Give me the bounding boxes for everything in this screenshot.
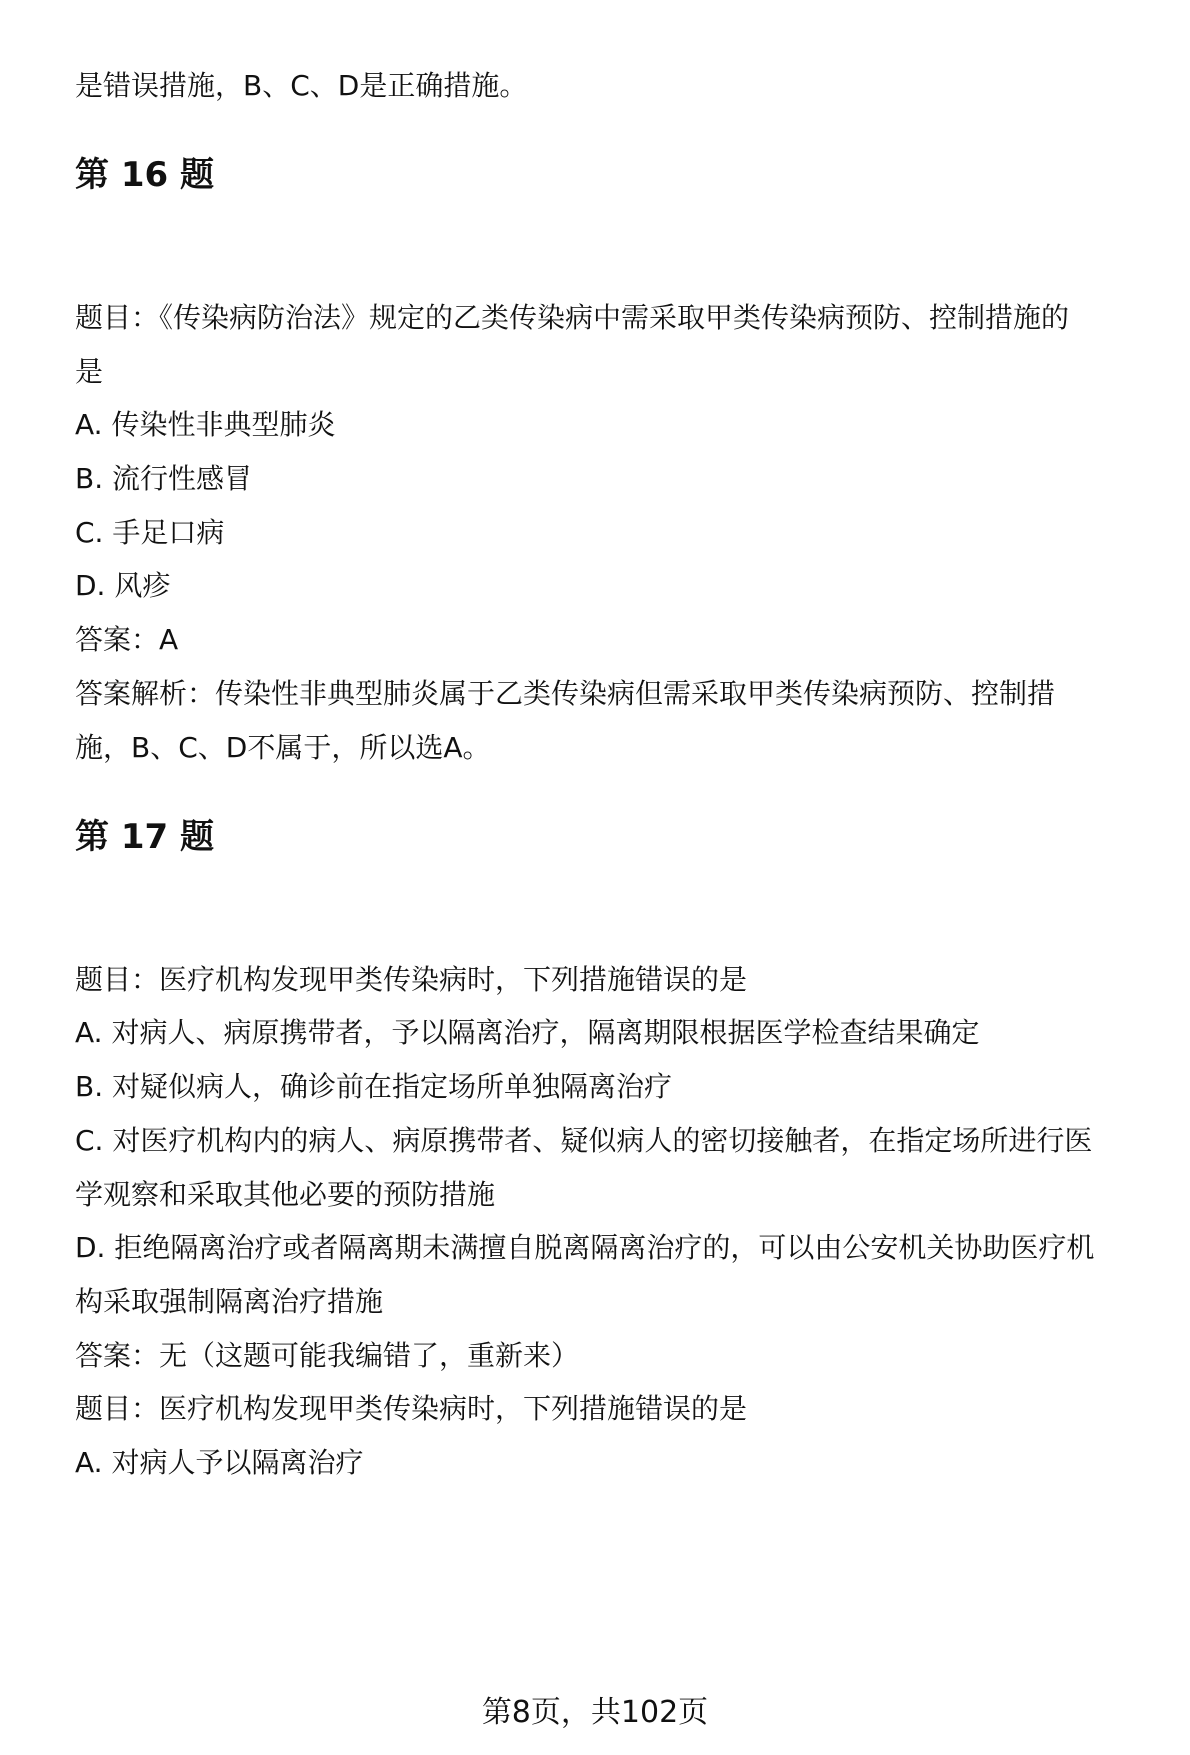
question-16-heading: 第 16 题 <box>75 155 214 195</box>
question-16-answer: 答案：A <box>75 623 179 656</box>
question-16-option-a: A. 传染性非典型肺炎 <box>75 408 336 441</box>
question-17-retry-text: 题目：医疗机构发现甲类传染病时，下列措施错误的是 <box>75 1392 748 1425</box>
question-16-text: 题目：《传染病防治法》规定的乙类传染病中需采取甲类传染病预防、控制措施的 <box>75 301 1070 334</box>
question-16-analysis-cont: 施，B、C、D不属于，所以选A。 <box>75 731 491 764</box>
question-16-option-c: C. 手足口病 <box>75 516 225 549</box>
question-16-option-d: D. 风疹 <box>75 569 171 602</box>
carryover-text: 是错误措施，B、C、D是正确措施。 <box>75 69 528 102</box>
question-17-option-d-cont: 构采取强制隔离治疗措施 <box>75 1285 384 1318</box>
question-17-option-a: A. 对病人、病原携带者，予以隔离治疗，隔离期限根据医学检查结果确定 <box>75 1016 980 1049</box>
question-17-option-c: C. 对医疗机构内的病人、病原携带者、疑似病人的密切接触者，在指定场所进行医 <box>75 1124 1093 1157</box>
question-17-answer: 答案：无（这题可能我编错了，重新来） <box>75 1339 580 1372</box>
question-16-text-cont: 是 <box>75 355 104 388</box>
question-16-analysis: 答案解析：传染性非典型肺炎属于乙类传染病但需采取甲类传染病预防、控制措 <box>75 677 1056 710</box>
question-17-text: 题目：医疗机构发现甲类传染病时，下列措施错误的是 <box>75 963 748 996</box>
question-17-option-d: D. 拒绝隔离治疗或者隔离期未满擅自脱离隔离治疗的，可以由公安机关协助医疗机 <box>75 1231 1095 1264</box>
question-17-heading: 第 17 题 <box>75 817 214 857</box>
question-17-option-b: B. 对疑似病人，确诊前在指定场所单独隔离治疗 <box>75 1070 673 1103</box>
question-17-retry-option-a: A. 对病人予以隔离治疗 <box>75 1446 364 1479</box>
question-16-option-b: B. 流行性感冒 <box>75 462 253 495</box>
page-footer: 第8页，共102页 <box>481 1695 709 1730</box>
question-17-option-c-cont: 学观察和采取其他必要的预防措施 <box>75 1178 496 1211</box>
